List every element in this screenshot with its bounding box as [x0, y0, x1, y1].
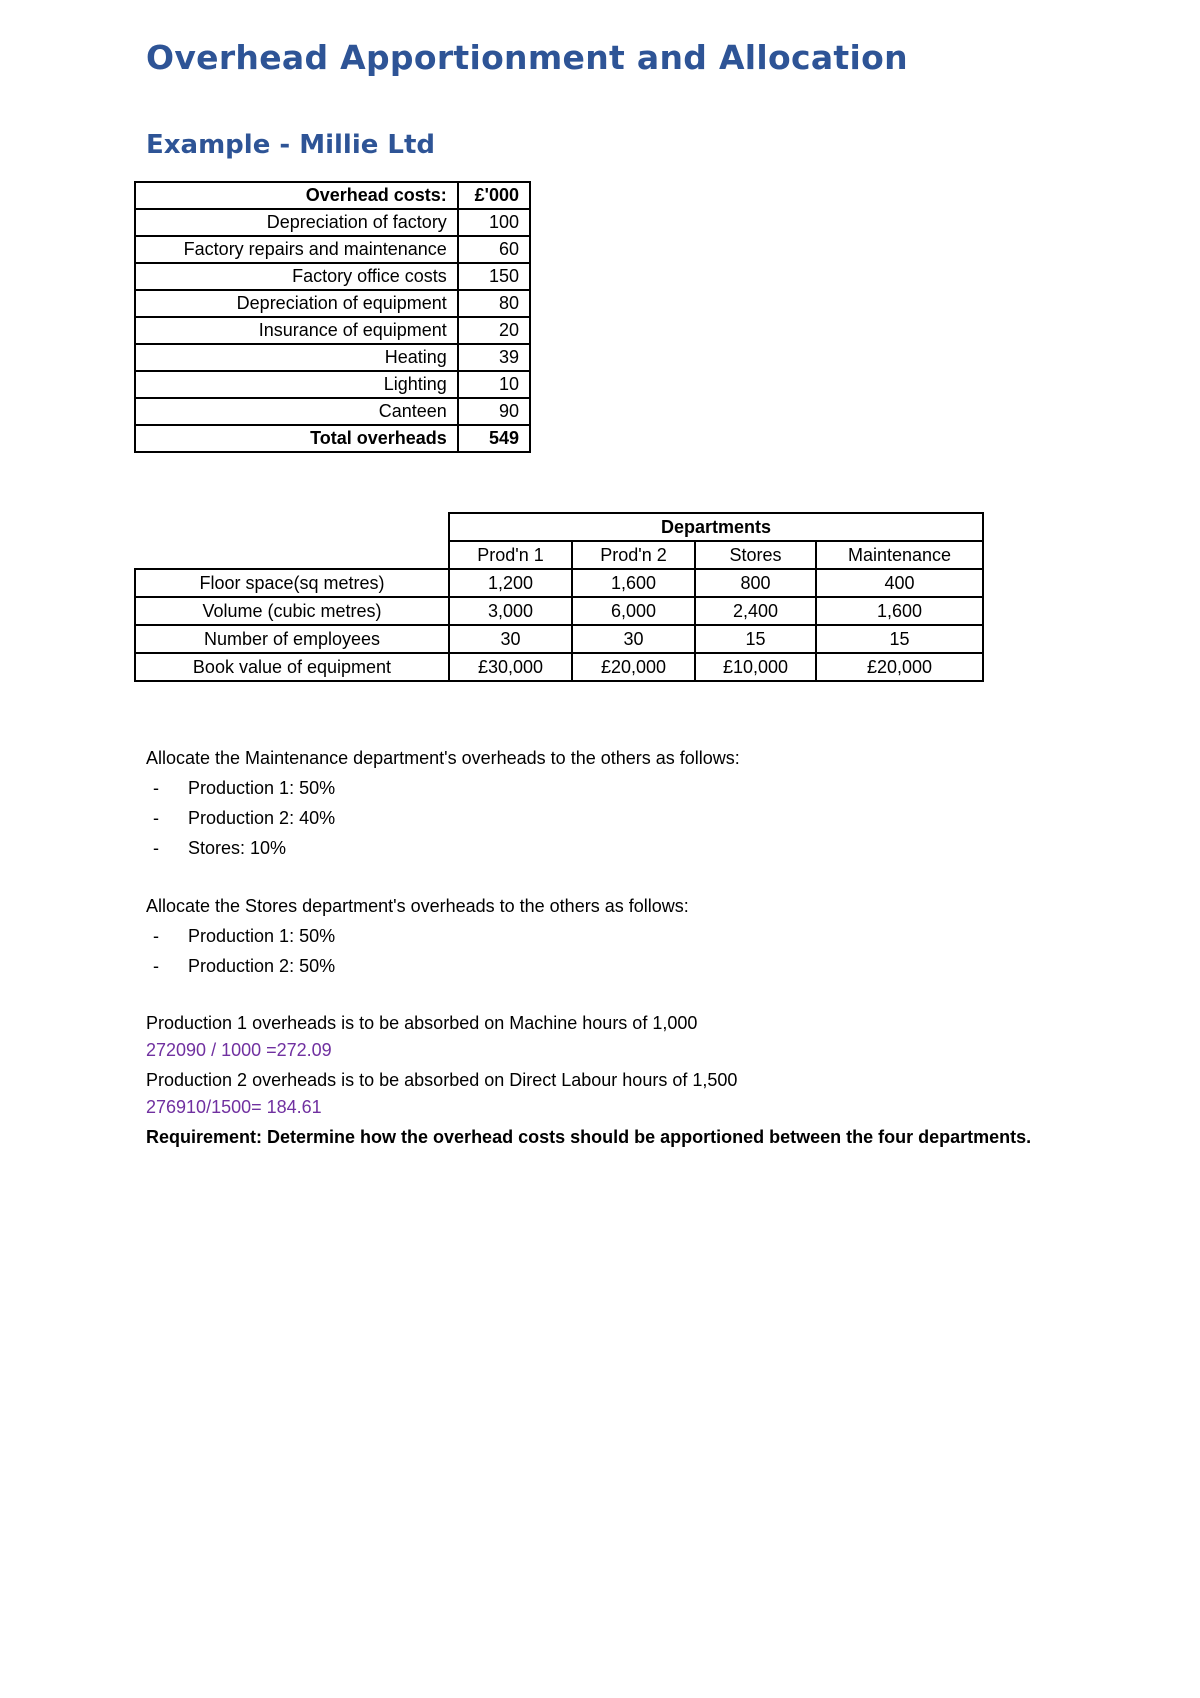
row-label: Book value of equipment — [135, 653, 449, 681]
list-item-text: Production 2: 50% — [188, 956, 336, 976]
column-header: Maintenance — [816, 541, 983, 569]
row-label: Number of employees — [135, 625, 449, 653]
table-row — [135, 371, 530, 398]
list-item — [153, 956, 335, 977]
cell: 30 — [572, 625, 695, 653]
cell: 15 — [816, 625, 983, 653]
table-row — [135, 625, 983, 653]
total-label: Total overheads — [135, 425, 458, 452]
table-row — [135, 236, 530, 263]
cell: 15 — [695, 625, 816, 653]
cost-value: 150 — [458, 263, 530, 290]
cell: 2,400 — [695, 597, 816, 625]
requirement-text: Requirement: Determine how the overhead costs should be apportioned between the four departments. — [146, 1127, 1032, 1147]
cost-value: 10 — [458, 371, 530, 398]
header-label: Overhead costs: — [135, 182, 458, 209]
cost-label: Insurance of equipment — [135, 317, 458, 344]
bullet-dash: - — [153, 778, 159, 798]
table-row — [135, 398, 530, 425]
table-row — [135, 653, 983, 681]
list-item-text: Production 1: 50% — [188, 926, 336, 946]
maintenance-allocation-intro: Allocate the Maintenance department's overheads to the others as follows: — [146, 748, 740, 768]
cost-value: 90 — [458, 398, 530, 425]
cost-value: 60 — [458, 236, 530, 263]
cost-label: Factory repairs and maintenance — [135, 236, 458, 263]
page-title: Overhead Apportionment and Allocation — [146, 38, 908, 77]
column-header-row — [135, 541, 983, 569]
cell: £10,000 — [695, 653, 816, 681]
table-row — [135, 344, 530, 371]
production1-calculation: 272090 / 1000 =272.09 — [146, 1040, 332, 1060]
cost-label: Lighting — [135, 371, 458, 398]
column-header: Prod'n 2 — [572, 541, 695, 569]
header-unit: £'000 — [458, 182, 530, 209]
table-row — [135, 597, 983, 625]
production1-absorption-text: Production 1 overheads is to be absorbed on Machine hours of 1,000 — [146, 1013, 698, 1033]
cell: 400 — [816, 569, 983, 597]
bullet-dash: - — [153, 956, 159, 976]
group-header-row — [135, 513, 983, 541]
cost-label: Canteen — [135, 398, 458, 425]
stores-allocation-intro: Allocate the Stores department's overheads to the others as follows: — [146, 896, 689, 916]
cell: 800 — [695, 569, 816, 597]
departments-table — [134, 512, 984, 682]
list-item — [153, 778, 335, 799]
cell: £20,000 — [572, 653, 695, 681]
list-item — [153, 838, 286, 859]
cost-value: 80 — [458, 290, 530, 317]
cost-label: Heating — [135, 344, 458, 371]
example-subtitle: Example - Millie Ltd — [146, 130, 436, 160]
list-item-text: Production 1: 50% — [188, 778, 336, 798]
cell: £20,000 — [816, 653, 983, 681]
overhead-costs-table — [134, 181, 531, 453]
column-header: Stores — [695, 541, 816, 569]
cost-label: Depreciation of equipment — [135, 290, 458, 317]
cell: 1,600 — [572, 569, 695, 597]
row-label: Volume (cubic metres) — [135, 597, 449, 625]
list-item — [153, 926, 335, 947]
table-row — [135, 317, 530, 344]
table-row — [135, 290, 530, 317]
bullet-dash: - — [153, 926, 159, 946]
list-item — [153, 808, 335, 829]
row-label: Floor space(sq metres) — [135, 569, 449, 597]
cell: 1,200 — [449, 569, 572, 597]
departments-header: Departments — [449, 513, 983, 541]
cell: 3,000 — [449, 597, 572, 625]
production2-absorption-text: Production 2 overheads is to be absorbed on Direct Labour hours of 1,500 — [146, 1070, 738, 1090]
cost-value: 100 — [458, 209, 530, 236]
cell: 6,000 — [572, 597, 695, 625]
cell: £30,000 — [449, 653, 572, 681]
cost-label: Depreciation of factory — [135, 209, 458, 236]
cost-value: 39 — [458, 344, 530, 371]
list-item-text: Stores: 10% — [188, 838, 287, 858]
table-row — [135, 209, 530, 236]
cell: 30 — [449, 625, 572, 653]
cell: 1,600 — [816, 597, 983, 625]
column-header: Prod'n 1 — [449, 541, 572, 569]
bullet-dash: - — [153, 838, 159, 858]
cost-value: 20 — [458, 317, 530, 344]
table-row — [135, 263, 530, 290]
table-row — [135, 569, 983, 597]
total-row — [135, 425, 530, 452]
cost-label: Factory office costs — [135, 263, 458, 290]
production2-calculation: 276910/1500= 184.61 — [146, 1097, 322, 1117]
table-header-row — [135, 182, 530, 209]
total-value: 549 — [458, 425, 530, 452]
list-item-text: Production 2: 40% — [188, 808, 336, 828]
bullet-dash: - — [153, 808, 159, 828]
